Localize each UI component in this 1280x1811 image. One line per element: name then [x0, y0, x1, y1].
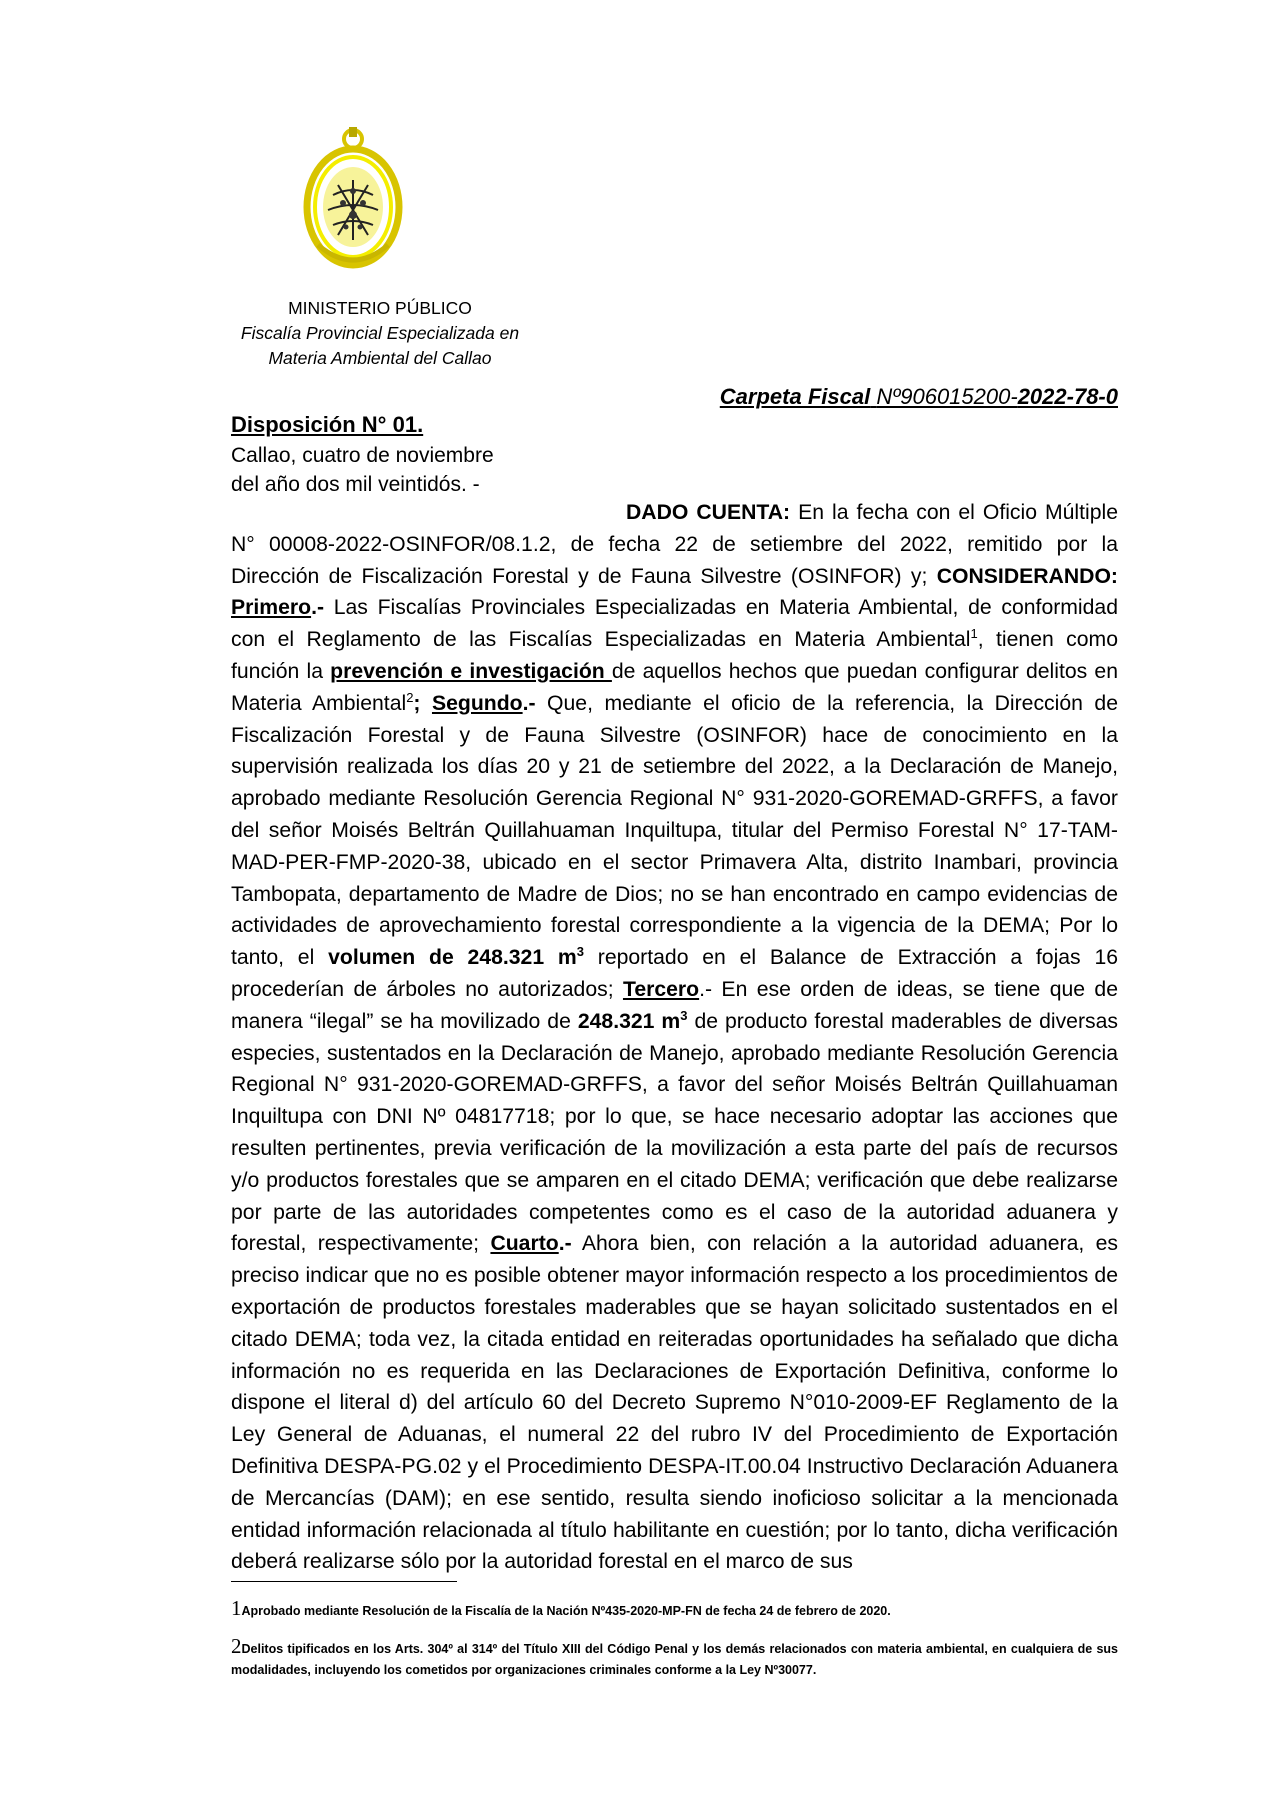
body-paragraph: DADO CUENTA: En la fecha con el Oficio Múltiple N° 00008-2022-OSINFOR/08.1.2, de fecha 22 de setiembre del 2022, remitido por la Dirección de Fiscalización Forestal y de Fauna Silvestre (OSINFOR) y; CONSIDERANDO: Primero.- Las Fiscalías Provinciales Especializadas en Materia Ambiental, de conformidad con el Reglamento de las Fiscalías Especializadas en Materia Ambiental$^1$, tienen como función la prevención e investigación de aquellos hechos que puedan configurar delitos en Materia Ambiental$^2$; Segundo.- Que, mediante el oficio de la referencia, la Dirección de Fiscalización Forestal y de Fauna Silvestre (OSINFOR) hace de conocimiento en la supervisión realizada los días 20 y 21 de setiembre del 2022, a la Declaración de Manejo, aprobado mediante Resolución Gerencia Regional N° 931-2020-GOREMAD-GRFFS, a favor del señor Moisés Beltrán Quillahuaman Inquiltupa, titular del Permiso Forestal N° 17-TAM-MAD-PER-FMP-2020-38, ubicado en el sector Primavera Alta, distrito Inambari, provincia Tambopata, departamento de Madre de Dios; no se han encontrado en campo evidencias de actividades de aprovechamiento forestal correspondiente a la vigencia de la DEMA; Por lo tanto, el volumen de 248.321 $m^3$ reportado en el Balance de Extracción a fojas 16 procederían de árboles no autorizados; Tercero.- En ese orden de ideas, se tiene que de manera “ilegal” se ha movilizado de 248.321 $m^3$ de producto forestal maderables de diversas especies, sustentados en la Declaración de Manejo, aprobado mediante Resolución Gerencia Regional N° 931-2020-GOREMAD-GRFFS, a favor del señor Moisés Beltrán Quillahuaman Inquiltupa con DNI Nº 04817718; por lo que, se hace necesario adoptar las acciones que resulten pertinentes, previa verificación de la movilización a esta parte del país de recursos y/o productos forestales que se amparen en el citado DEMA; verificación que debe realizarse por parte de las autoridades competentes como es el caso de la autoridad aduanera y forestal, respectivamente; Cuarto.- Ahora bien, con relación a la autoridad aduanera, es preciso indicar que no es posible obtener mayor información respecto a los procedimientos de exportación de productos forestales maderables que se hayan solicitado sustentados en el citado DEMA; toda vez, la citada entidad en reiteradas oportunidades ha señalado que dicha información no es requerida en las Declaraciones de Exportación Definitiva, conforme lo dispone el literal d) del artículo 60 del Decreto Supremo N°010-2009-EF Reglamento de la Ley General de Aduanas, el numeral 22 del rubro IV del Procedimiento de Exportación Definitiva DESPA-PG.02 y el Procedimiento DESPA-IT.00.04 Instructivo Declaración Aduanera de Mercancías (DAM); en ese sentido, resulta siendo inoficioso solicitar a la mencionada entidad información relacionada al título habilitante en cuestión; por lo tanto, dicha verificación deberá realizarse sólo por la autoridad forestal en el marco de sus	[231, 501, 1119, 1574]
footnote-separator	[231, 1581, 457, 1582]
institution-header	[230, 298, 530, 371]
disposicion-title: Disposición N° 01.	[231, 412, 424, 437]
footnote-ref-2[interactable]: 2	[406, 689, 414, 705]
date-line-1: Callao, cuatro de noviembre	[231, 444, 494, 467]
ministerio-publico-seal-icon	[298, 125, 408, 275]
footnote-ref-1[interactable]: 1	[970, 626, 978, 642]
footnote-2: 2Delitos tipificados en los Arts. 304º al 314º del Título XIII del Código Penal y los demás relacionados con materia ambiental, en cualquiera de sus modalidades, incluyendo los cometidos por organizaciones criminales conforme a la Ley Nº30077.	[231, 1634, 1118, 1677]
date-line-2: del año dos mil veintidós. -	[231, 473, 480, 496]
ministry-name: MINISTERIO PÚBLICO	[288, 298, 472, 318]
office-name: Fiscalía Provincial Especializada en Materia Ambiental del Callao	[240, 323, 520, 368]
footnote-1: 1Aprobado mediante Resolución de la Fiscalía de la Nación Nº435-2020-MP-FN de fecha 24 de febrero de 2020.	[231, 1596, 891, 1620]
carpeta-fiscal-number: Carpeta Fiscal Nº906015200-2022-78-0	[719, 384, 1118, 409]
